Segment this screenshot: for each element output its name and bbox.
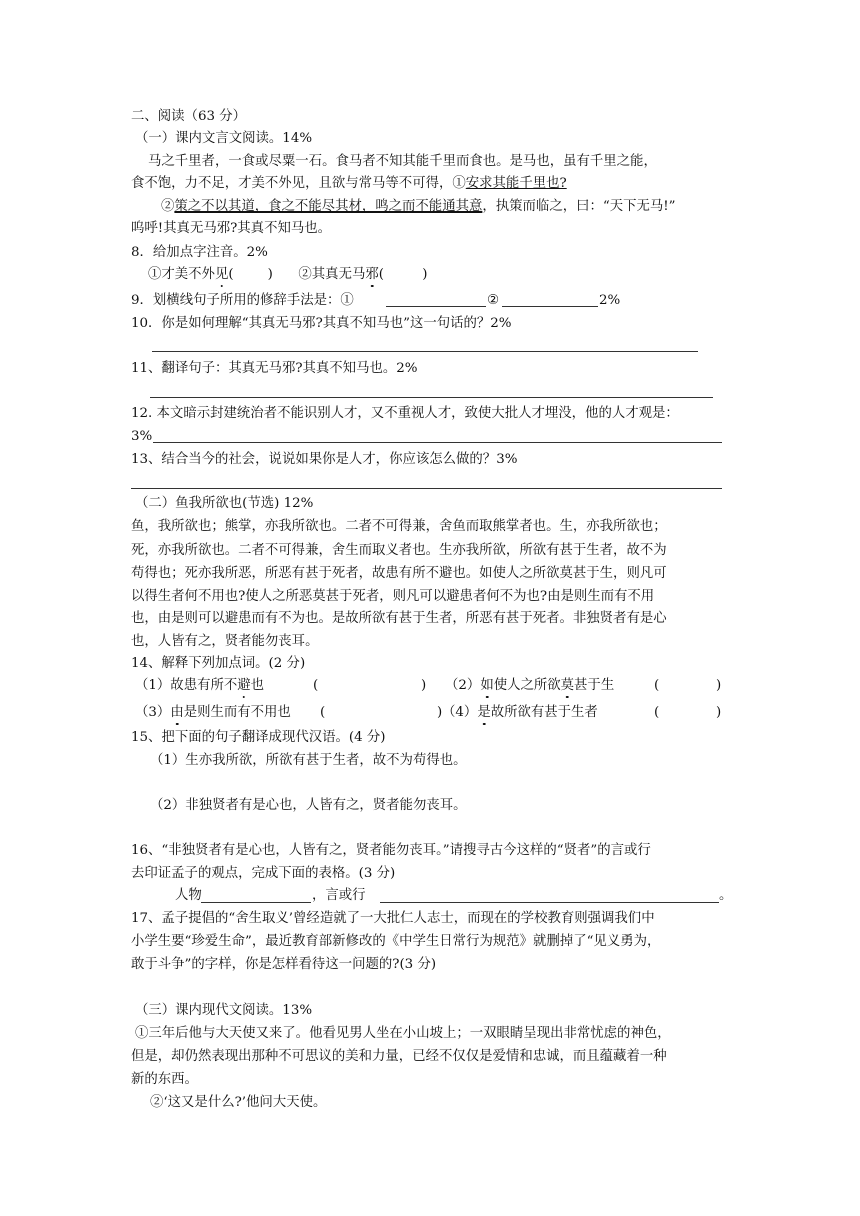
question-15: 15、把下面的句子翻译成现代汉语。(4 分) <box>131 730 386 745</box>
section-title: 二、阅读（63 分） <box>131 109 247 124</box>
passage1-line: 呜呼!其真无马邪?其真不知马也。 <box>131 221 332 236</box>
dotted-char: 是 <box>477 705 491 720</box>
passage3-line: 新的东西。 <box>131 1072 198 1087</box>
dotted-char: 邪 <box>365 267 379 282</box>
question-16-person-label: 人物 <box>175 888 202 903</box>
question-11: 11、翻译句子：其真无马邪?其真不知马也。2% <box>131 361 418 376</box>
question-16-line-2: 去印证孟子的观点，完成下面的表格。(3 分) <box>131 866 396 881</box>
paren-open: ( <box>654 705 660 720</box>
question-14-item-3: （3）由是则生而有不用也 <box>135 705 291 720</box>
passage2-line: 死，亦我所欲也。二者不可得兼，舍生而取义者也。生亦我所欲，所欲有甚于生者，故不为 <box>131 543 667 558</box>
passage1-text: ，执策而临之，曰：“天下无马!” <box>482 199 676 214</box>
question-15-item-1: （1）生亦我所欲，所欲有甚于生者，故不为苟得也。 <box>150 753 467 768</box>
part2-heading: （二）鱼我所欲也(节选) 12% <box>135 496 314 511</box>
dotted-char: 莫 <box>560 678 575 693</box>
question-17: 17、孟子提倡的“舍生取义’曾经造就了一大批仁人志士，而现在的学校教育则强调我们中 <box>131 911 655 926</box>
question-16-deed-label: ，言或行 <box>312 888 366 903</box>
question-14-item-2: （2）如使人之所欲莫甚于生 <box>445 678 615 693</box>
answer-line[interactable] <box>150 397 713 398</box>
answer-line[interactable] <box>152 351 698 352</box>
passage3-line: 但是，却仍然表现出那种不可思议的美和力量，已经不仅仅是爱情和忠诚，而且蕴藏着一种 <box>131 1049 667 1064</box>
question-15-item-2: （2）非独贤者有是心也，人皆有之，贤者能勿丧耳。 <box>150 798 467 813</box>
passage2-line: 也，人皆有之，贤者能勿丧耳。 <box>131 634 319 649</box>
passage3-line: ②‘这又是什么?’他问大天使。 <box>150 1095 327 1110</box>
question-8: 8．给加点字注音。2% <box>131 245 268 260</box>
dotted-char: 避 <box>237 678 251 693</box>
question-8-items: ①才美不外见( ) ②其真无马邪( ) <box>148 267 428 282</box>
answer-blank[interactable] <box>502 306 598 307</box>
question-9-score: 2% <box>599 293 621 308</box>
question-17-line-2: 小学生要“珍爱生命”，最近教育部新修改的《中学生日常行为规范》就删掉了“见义勇为， <box>131 934 661 949</box>
question-14-item-1: （1）故患有所不避也 <box>135 678 265 693</box>
paren-close: ) <box>437 705 443 720</box>
dotted-char: 由 <box>170 705 184 720</box>
underlined-sentence-1: 安求其能千里也? <box>465 176 567 191</box>
passage2-line: 以得生者何不用也?使人之所恶莫甚于死者，则凡可以避患者何不为也?由是则生而有不用 <box>131 589 655 604</box>
passage2-line: 鱼，我所欲也；熊掌，亦我所欲也。二者不可得兼，舍鱼而取熊掌者也。生，亦我所欲也； <box>131 519 667 534</box>
answer-line[interactable] <box>131 488 722 489</box>
passage1-line: 马之千里者，一食或尽粟一石。食马者不知其能千里而食也。是马也，虽有千里之能， <box>148 154 657 169</box>
answer-line[interactable] <box>153 442 722 443</box>
question-10: 10．你是如何理解“其真无马邪?其真不知马也”这一句话的？2% <box>131 316 512 331</box>
passage2-line: 也，由是则可以避患而有不为也。是故所欲有甚于生者，所恶有甚于死者。非独贤者有是心 <box>131 611 667 626</box>
question-16-end: 。 <box>719 888 733 903</box>
passage2-line: 苟得也；死亦我所恶，所恶有甚于死者，故患有所不避也。如使人之所欲莫甚于生，则凡可 <box>131 566 667 581</box>
answer-blank[interactable] <box>386 306 486 307</box>
part1-heading: （一）课内文言文阅读。14% <box>135 131 313 146</box>
question-12: 12. 本文暗示封建统治者不能识别人才，又不重视人才，致使大批人才埋没，他的人才观是： <box>131 406 679 421</box>
question-14: 14、解释下列加点词。(2 分) <box>131 656 306 671</box>
passage3-line: ①三年后他与大天使又来了。他看见男人坐在小山坡上；一双眼睛呈现出非常忧虑的神色， <box>135 1026 671 1041</box>
paren-open: ( <box>313 678 319 693</box>
question-17-line-3: 敢于斗争”的字样，你是怎样看待这一问题的?(3 分) <box>131 957 437 972</box>
paren-close: ) <box>716 705 722 720</box>
circled-number-2: ② <box>161 199 175 214</box>
dotted-char: 如 <box>480 678 494 693</box>
part3-heading: （三）课内现代文阅读。13% <box>135 1003 313 1018</box>
paren-close: ) <box>421 678 427 693</box>
question-12-score: 3% <box>131 429 153 444</box>
dotted-char: 见 <box>214 267 229 282</box>
paren-close: ) <box>716 678 722 693</box>
question-14-item-4: （4）是故所欲有甚于生者 <box>442 705 598 720</box>
passage1-line <box>161 198 676 216</box>
paren-open: ( <box>654 678 660 693</box>
paren-open: ( <box>320 705 326 720</box>
passage1-text: 食不饱，力不足，才美不外见，且欲与常马等不可得，① <box>131 176 466 191</box>
underlined-sentence-2: 策之不以其道，食之不能尽其材，鸣之而不能通其意 <box>174 199 483 214</box>
answer-blank[interactable] <box>380 902 719 903</box>
answer-blank[interactable] <box>201 902 311 903</box>
question-13: 13、结合当今的社会，说说如果你是人才，你应该怎么做的？3% <box>131 452 518 467</box>
question-9-mid: ② <box>487 293 500 308</box>
question-9: 9．划横线句子所用的修辞手法是：① <box>131 293 354 308</box>
passage1-line <box>131 175 567 193</box>
question-16: 16、“非独贤者有是心也，人皆有之，贤者能勿丧耳。”请搜寻古今这样的“贤者”的言或行 <box>131 843 651 858</box>
